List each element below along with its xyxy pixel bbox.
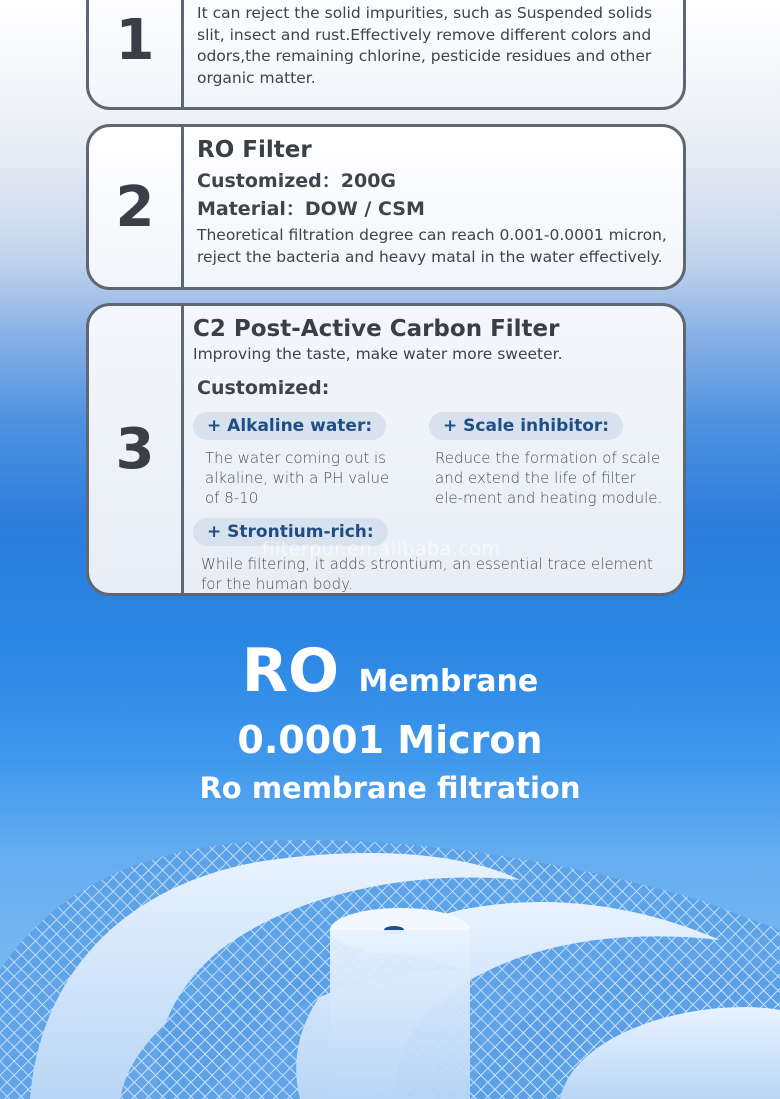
watermark: filterpur.en.alibaba.com: [262, 538, 501, 560]
hero-heading: [0, 636, 780, 706]
alkaline-water-text: The water coming out is alkaline, with a PH value of 8-10: [205, 449, 390, 507]
card-subtitle: Improving the taste, make water more sweeter.: [193, 345, 563, 363]
step-number: 1: [89, 0, 184, 107]
step-number: 3: [89, 306, 184, 593]
ro-membrane-illustration: [0, 820, 780, 1099]
hero-caption: Ro membrane filtration: [199, 771, 581, 805]
strontium-tag: + Strontium-rich:: [193, 518, 388, 546]
material-spec: Material：DOW / CSM: [197, 198, 425, 220]
hero-micron: 0.0001 Micron: [237, 718, 543, 762]
hero-ro: RO: [241, 636, 339, 706]
customized-spec: Customized：200G: [197, 170, 397, 192]
hero-membrane: Membrane: [358, 664, 539, 699]
step-number: 2: [89, 127, 184, 287]
scale-inhibitor-tag: + Scale inhibitor:: [429, 412, 623, 440]
alkaline-water-tag: + Alkaline water:: [193, 412, 386, 440]
card-title: C2 Post-Active Carbon Filter: [193, 316, 560, 342]
filter-card-2: [86, 124, 686, 290]
filter-card-1: [86, 0, 686, 110]
strontium-text: While filtering, it adds strontium, an essential trace element for the human body.: [201, 555, 653, 593]
card-description: It can reject the solid impurities, such as Suspended solids slit, insect and rust.Effectively remove different colors and odors,the remaining chlorine, pesticide residues and other organic matter.: [197, 4, 653, 87]
scale-inhibitor-text: Reduce the formation of scale and extend the life of filter ele-ment and heating module.: [435, 449, 663, 507]
card-description: Theoretical filtration degree can reach 0.001-0.0001 micron, reject the bacteria and heavy matal in the water effectively.: [197, 226, 667, 266]
customized-heading: Customized:: [197, 376, 330, 399]
card-title: RO Filter: [197, 137, 312, 163]
